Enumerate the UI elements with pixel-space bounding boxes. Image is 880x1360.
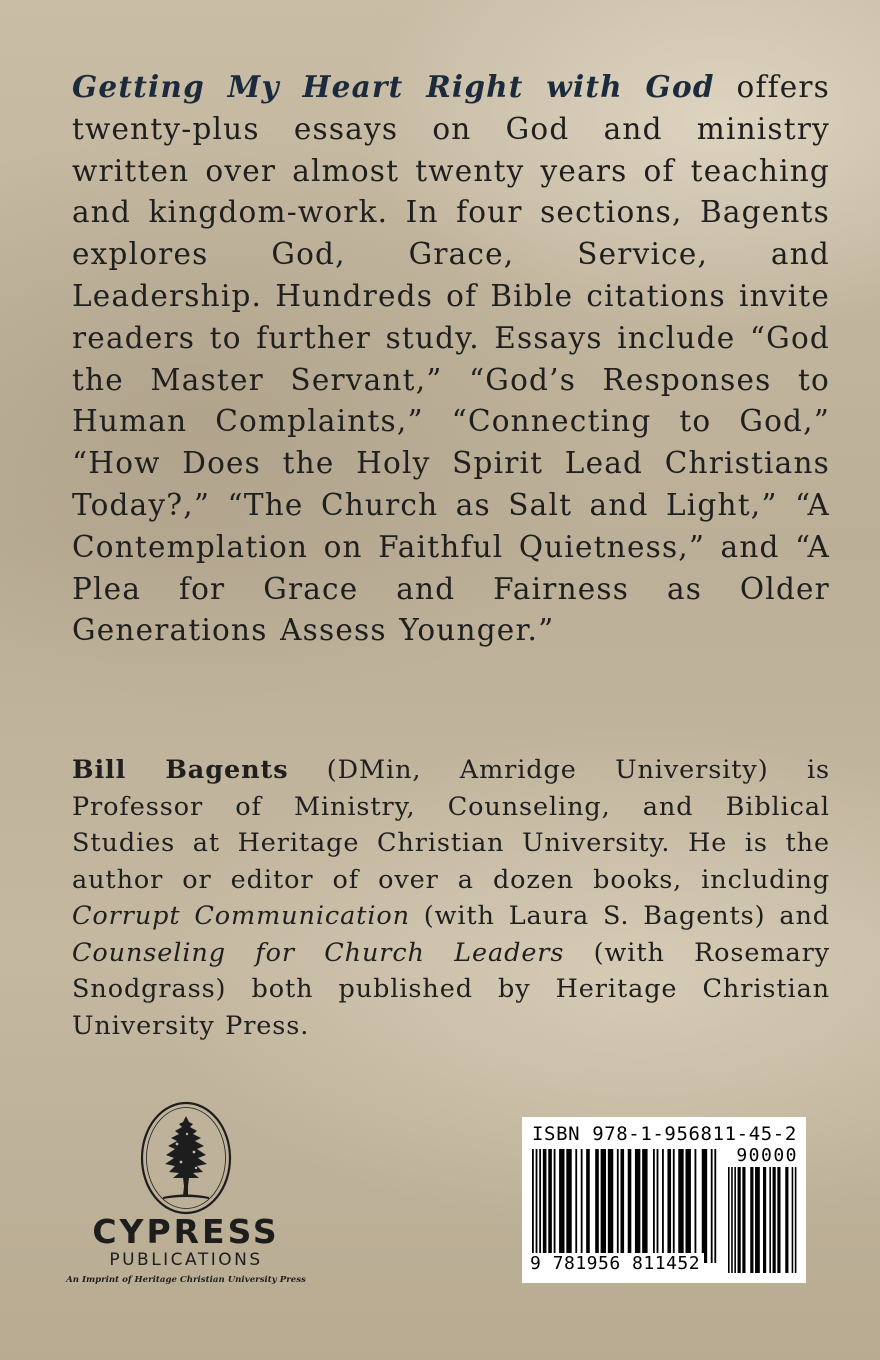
barcode-bar bbox=[566, 1149, 571, 1263]
barcode-bar bbox=[559, 1149, 564, 1263]
publisher-logo bbox=[66, 1100, 306, 1290]
cypress-tree-icon bbox=[139, 1100, 233, 1216]
barcode-bar bbox=[635, 1149, 640, 1263]
author-name: Bill Bagents bbox=[72, 755, 289, 785]
barcode-bar bbox=[734, 1167, 736, 1273]
barcode-bar bbox=[678, 1149, 683, 1263]
barcode-bar bbox=[617, 1149, 619, 1263]
bio-text-3: (with Rosemary Snodgrass) both published by Heritage Christian University Press. bbox=[72, 937, 830, 1041]
barcode-bar bbox=[532, 1149, 534, 1263]
barcode-bar bbox=[642, 1149, 647, 1263]
barcode-bar bbox=[773, 1167, 776, 1273]
barcode-bar bbox=[702, 1149, 707, 1263]
book-description bbox=[72, 66, 830, 652]
barcode-bar bbox=[731, 1167, 733, 1273]
book-title-corrupt-communication: Corrupt Communication bbox=[72, 901, 410, 931]
description-text: offers twenty-plus essays on God and ministry written over almost twenty years of teaching and kingdom-work. In four sections, Bagents explores God, Grace, Service, and Leadership. Hundreds of Bible citations invite readers to further study. Essays include “God the Master Servant,” “God’s Responses to Human Complaints,” “Connecting to God,” “How Does the Holy Spirit Lead Christians Today?,” “The Church as Salt and Light,” “A Contemplation on Faithful Quietness,” and “A Plea for Grace and Fairness as Older Generations Assess Younger.” bbox=[72, 70, 830, 648]
barcode-bar bbox=[728, 1167, 730, 1273]
barcode-bar bbox=[575, 1149, 577, 1263]
barcode-bar bbox=[742, 1167, 745, 1273]
ean-digits: 9 781956 811452 bbox=[530, 1253, 704, 1274]
barcode-bar bbox=[714, 1149, 716, 1263]
publisher-tagline: An Imprint of Heritage Christian University Press bbox=[66, 1275, 306, 1285]
barcode-bar bbox=[586, 1149, 590, 1263]
barcode-bar bbox=[653, 1149, 655, 1263]
barcode-bar bbox=[581, 1149, 583, 1263]
barcode-bar bbox=[657, 1149, 659, 1263]
barcode-bar bbox=[738, 1167, 741, 1273]
bio-text-2: (with Laura S. Bagents) and bbox=[409, 901, 830, 931]
publisher-name: CYPRESS bbox=[92, 1212, 280, 1251]
barcode-bar bbox=[792, 1167, 794, 1273]
barcode-bar bbox=[763, 1167, 766, 1273]
publisher-subtitle: PUBLICATIONS bbox=[109, 1250, 263, 1270]
barcode-bar bbox=[686, 1149, 691, 1263]
barcode-bar bbox=[777, 1167, 780, 1273]
barcode-bar bbox=[554, 1149, 556, 1263]
book-title: Getting My Heart Right with God bbox=[72, 69, 715, 104]
barcode-bar bbox=[601, 1149, 606, 1263]
barcode-bar bbox=[755, 1167, 760, 1273]
barcode-bar bbox=[785, 1167, 788, 1273]
barcode-bar bbox=[795, 1167, 797, 1273]
isbn-label: ISBN 978-1-956811-45-2 bbox=[532, 1123, 797, 1145]
price-code: 90000 bbox=[736, 1145, 798, 1166]
barcode-bar bbox=[539, 1149, 541, 1263]
barcode-bar bbox=[769, 1167, 771, 1273]
bio-text-1: (DMin, Amridge University) is Professor of Ministry, Counseling, and Biblical Studies at Heritage Christian University. He is the author or editor of over a dozen books, including bbox=[72, 755, 830, 895]
barcode-bar bbox=[543, 1149, 547, 1263]
barcode-bar bbox=[711, 1149, 713, 1263]
barcode-bar bbox=[620, 1149, 624, 1263]
barcode-bars-main bbox=[532, 1149, 718, 1263]
barcode-bar bbox=[628, 1149, 632, 1263]
barcode-bar bbox=[750, 1167, 753, 1273]
barcode-bar bbox=[608, 1149, 613, 1263]
isbn-barcode bbox=[522, 1117, 806, 1283]
book-title-counseling: Counseling for Church Leaders bbox=[72, 937, 565, 968]
author-bio bbox=[72, 752, 830, 1044]
barcode-bar bbox=[662, 1149, 664, 1263]
barcode-bar bbox=[695, 1149, 697, 1263]
barcode-bar bbox=[548, 1149, 552, 1263]
barcode-bar bbox=[595, 1149, 599, 1263]
barcode-bars-addon bbox=[728, 1167, 798, 1273]
barcode-bar bbox=[536, 1149, 538, 1263]
barcode-bar bbox=[667, 1149, 671, 1263]
barcode-bar bbox=[673, 1149, 675, 1263]
